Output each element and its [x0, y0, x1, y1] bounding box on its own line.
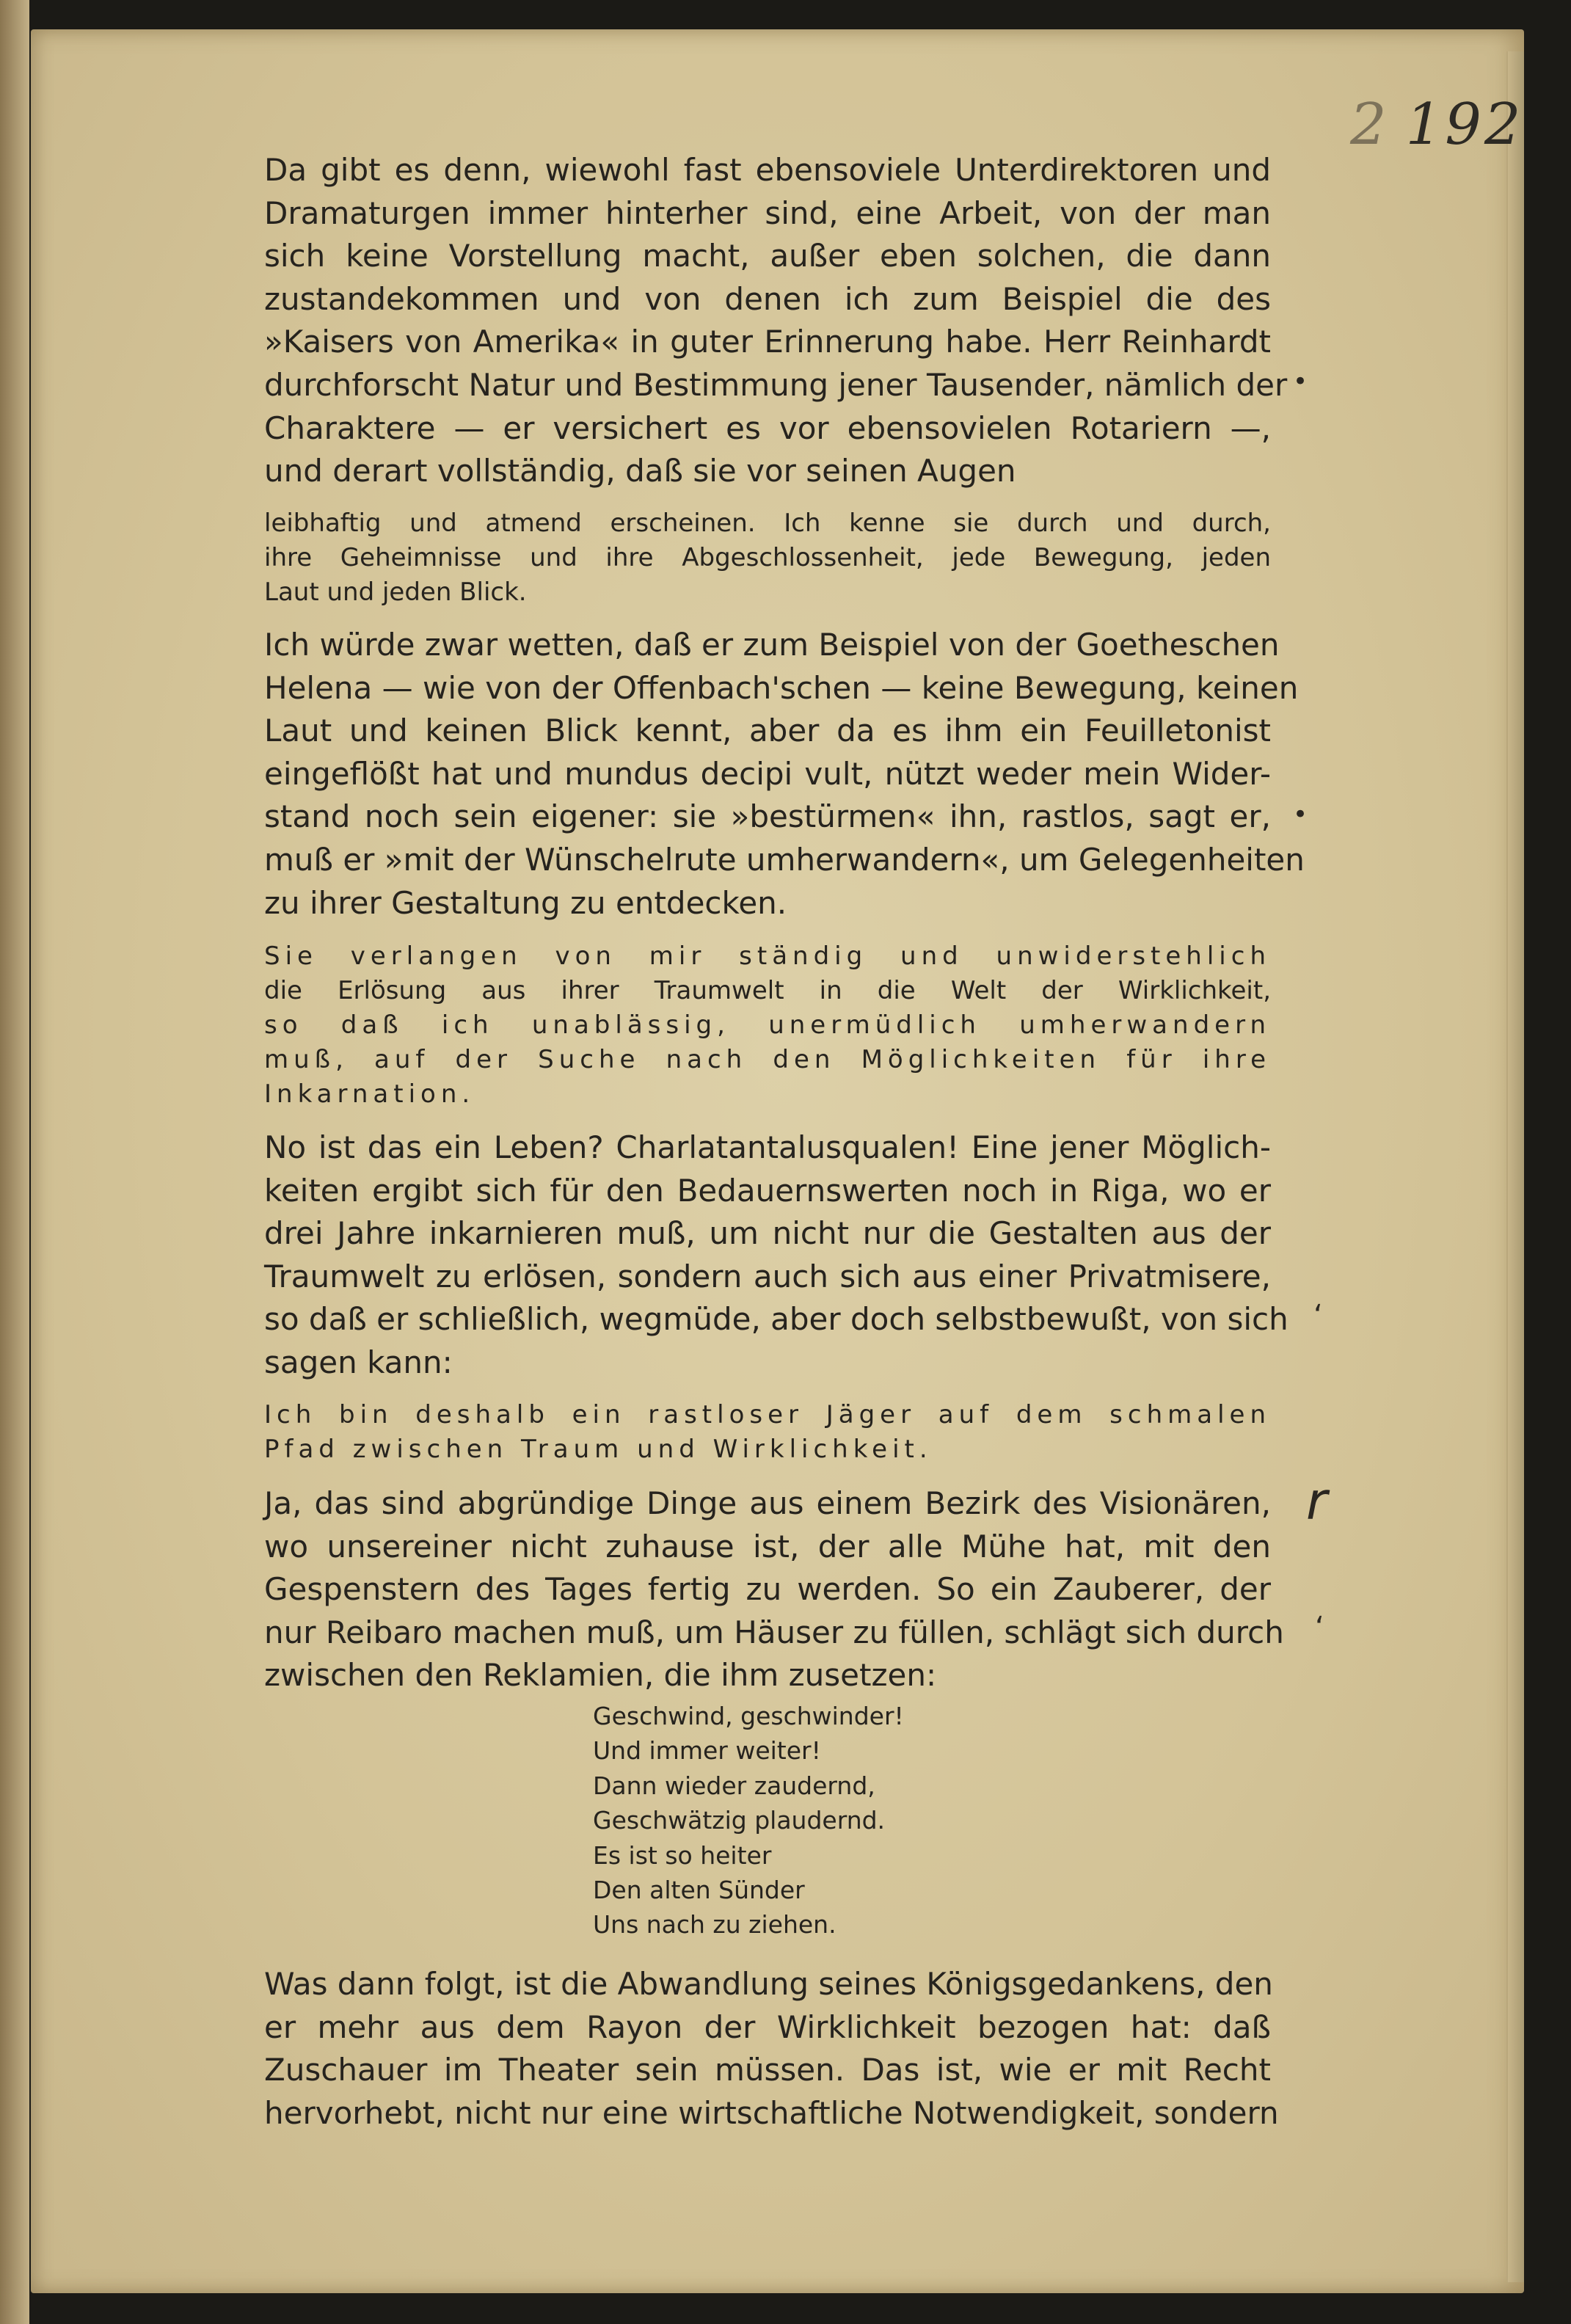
quote-line: Sie verlangen von mir ständig und unwiderstehlich: [264, 941, 1271, 971]
book-gutter: [0, 0, 29, 2324]
quote-line: Pfad zwischen Traum und Wirklichkeit.: [264, 1435, 933, 1464]
quote-line: so daß ich unablässig, unermüdlich umherwandern: [264, 1010, 1271, 1040]
margin-mark: •: [1293, 367, 1308, 396]
text-line: Laut und keinen Blick kennt, aber da es ihm ein Feuilletonist: [264, 713, 1271, 749]
text-line: Ja, das sind abgründige Dinge aus einem Bezirk des Visionären,: [264, 1485, 1271, 1521]
text-line: durchforscht Natur und Bestimmung jener Tausender, nämlich der: [264, 366, 1288, 403]
text-line: stand noch sein eigener: sie »bestürmen« ihn, rastlos, sagt er,: [264, 798, 1271, 835]
poem-line: Und immer weiter!: [593, 1736, 821, 1766]
text-line: so daß er schließlich, wegmüde, aber doch selbstbewußt, von sich: [264, 1301, 1288, 1338]
margin-mark: r: [1306, 1471, 1327, 1531]
margin-mark: ʻ: [1315, 1611, 1324, 1644]
page-number-value: 192: [1405, 92, 1524, 158]
text-line: und derart vollständig, daß sie vor seinen Augen: [264, 453, 1016, 489]
text-line: hervorhebt, nicht nur eine wirtschaftliche Notwendigkeit, sondern: [264, 2094, 1279, 2131]
quote-line: ihre Geheimnisse und ihre Abgeschlossenheit, jede Bewegung, jeden: [264, 543, 1271, 572]
quote-2: [264, 939, 1271, 1112]
quote-line: die Erlösung aus ihrer Traumwelt in die Welt der Wirklichkeit,: [264, 976, 1271, 1005]
text-line: Helena — wie von der Offenbach'schen — keine Bewegung, keinen: [264, 669, 1299, 706]
quote-line: leibhaftig und atmend erscheinen. Ich kenne sie durch und durch,: [264, 509, 1271, 538]
text-line: Gespenstern des Tages fertig zu werden. So ein Zauberer, der: [264, 1571, 1271, 1608]
text-line: Traumwelt zu erlösen, sondern auch sich aus einer Privatmisere,: [264, 1258, 1271, 1294]
quote-line: muß, auf der Suche nach den Möglichkeiten für ihre: [264, 1045, 1271, 1074]
margin-mark: ʻ: [1313, 1299, 1323, 1333]
poem-line: Uns nach zu ziehen.: [593, 1910, 836, 1939]
text-line: nur Reibaro machen muß, um Häuser zu füllen, schlägt sich durch: [264, 1614, 1284, 1650]
text-line: Was dann folgt, ist die Abwandlung seines Königsgedankens, den: [264, 1966, 1273, 2002]
text-line: »Kaisers von Amerika« in guter Erinnerung habe. Herr Reinhardt: [264, 324, 1271, 360]
poem-line: Geschwind, geschwinder!: [593, 1702, 904, 1730]
paragraph-1: [264, 149, 1288, 493]
text-line: Charaktere — er versichert es vor ebensovielen Rotariern —,: [264, 409, 1271, 446]
text-line: Dramaturgen immer hinterher sind, eine Arbeit, von der man: [264, 194, 1271, 231]
text-line: Ich würde zwar wetten, daß er zum Beispiel von der Goetheschen: [264, 627, 1280, 663]
text-line: zu ihrer Gestaltung zu entdecken.: [264, 884, 787, 921]
poem-line: Dann wieder zaudernd,: [593, 1771, 875, 1800]
quote-line: Ich bin deshalb ein rastloser Jäger auf dem schmalen: [264, 1400, 1271, 1429]
poem: [593, 1699, 904, 1942]
text-line: keiten ergibt sich für den Bedauernswerten noch in Riga, wo er: [264, 1172, 1271, 1209]
text-line: wo unsereiner nicht zuhause ist, der alle Mühe hat, mit den: [264, 1528, 1271, 1564]
text-line: sich keine Vorstellung macht, außer eben solchen, die dann: [264, 238, 1271, 274]
paragraph-2: [264, 624, 1305, 925]
text-line: muß er »mit der Wünschelrute umherwandern«, um Gelegenheiten: [264, 841, 1305, 878]
text-line: zwischen den Reklamien, die ihm zusetzen:: [264, 1657, 937, 1694]
page-number-faint: 2: [1350, 92, 1390, 158]
text-line: Zuschauer im Theater sein müssen. Das ist, wie er mit Recht: [264, 2052, 1271, 2088]
text-line: Da gibt es denn, wiewohl fast ebensoviele Unterdirektoren und: [264, 152, 1271, 188]
paragraph-4: [264, 1482, 1284, 1697]
text-line: sagen kann:: [264, 1344, 453, 1380]
text-line: drei Jahre inkarnieren muß, um nicht nur die Gestalten aus der: [264, 1215, 1271, 1252]
text-line: No ist das ein Leben? Charlatantalusqualen! Eine jener Möglich-: [264, 1129, 1271, 1165]
quote-1: [264, 506, 1271, 610]
text-line: zustandekommen und von denen ich zum Beispiel die des: [264, 280, 1271, 317]
page-number: [1350, 92, 1524, 158]
quote-3: [264, 1398, 1271, 1467]
text-line: er mehr aus dem Rayon der Wirklichkeit bezogen hat: daß: [264, 2008, 1271, 2045]
poem-line: Den alten Sünder: [593, 1876, 805, 1905]
quote-line: Inkarnation.: [264, 1079, 475, 1109]
poem-line: Geschwätzig plaudernd.: [593, 1806, 886, 1835]
page-edge: [1506, 51, 1524, 2282]
paragraph-3: [264, 1126, 1288, 1385]
text-line: eingeflößt hat und mundus decipi vult, nützt weder mein Wider-: [264, 755, 1271, 792]
quote-line: Laut und jeden Blick.: [264, 578, 527, 607]
paragraph-5: [264, 1963, 1279, 2135]
margin-mark: •: [1293, 800, 1308, 829]
poem-line: Es ist so heiter: [593, 1840, 772, 1870]
